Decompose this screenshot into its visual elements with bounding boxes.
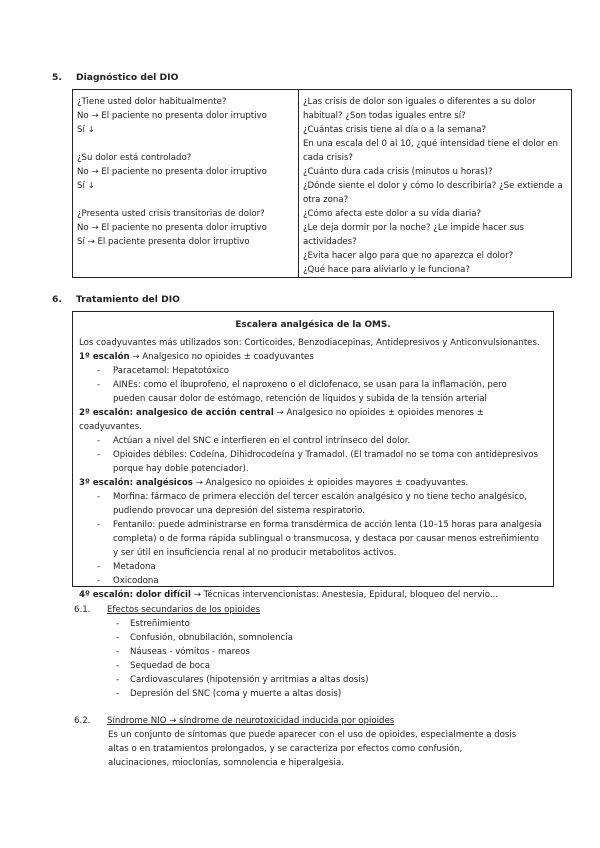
list-item-text: pueden causar dolor de estómago, retención de líquidos y subida de la tensión arterial	[113, 394, 487, 404]
step-3-list	[79, 490, 547, 588]
step-label: 2º escalón: analgesico de acción central	[79, 408, 274, 418]
list-item-text: completa) o de forma rápida sublingual o transmucosa, y destaca por causar menos estreñimiento	[113, 534, 539, 544]
list-item-text: Morfina: fármaco de primera elección del tercer escalón analgésico y no tiene techo analgésico,	[113, 492, 527, 502]
list-item: - Actúan a nivel del SNC e interfieren en el control intrínseco del dolor.	[97, 434, 547, 448]
list-item-text: pudiendo provocar una depresión del sistema respiratorio.	[113, 506, 365, 516]
list-item-text: y ser útil en insuficiencia renal al no producir metabolitos activos.	[113, 548, 397, 558]
paragraph-line: alucinaciones, mioclonías, somnolencia e hiperalgesia.	[108, 758, 344, 768]
step-2	[79, 406, 547, 434]
who-ladder-box	[72, 311, 554, 600]
step-2-list	[79, 434, 547, 476]
table-line: actividades?	[303, 237, 357, 247]
table-line: ¿Cómo afecta este dolor a su vida diaria?	[303, 209, 482, 219]
table-line: Sí ↓	[77, 125, 95, 135]
table-line	[77, 193, 294, 207]
step-text: → Analgesico no opioides ± coadyuvantes	[129, 352, 314, 362]
table-line: ¿Cuántas crisis tiene al día o a la semana?	[303, 125, 487, 135]
section-5-heading	[52, 72, 178, 83]
step-1	[79, 350, 547, 364]
table-line: ¿Evita hacer algo para que no aparezca el dolor?	[303, 251, 514, 261]
list-item: - Depresión del SNC (coma y muerte a altas dosis)	[116, 687, 368, 701]
list-item-text: porque hay doble potenciador).	[113, 464, 249, 474]
table-line: cada crisis?	[303, 153, 353, 163]
step-4	[79, 588, 547, 602]
subsection-number: 6.2.	[74, 716, 91, 726]
diagnosis-table	[72, 89, 572, 278]
subsection-title: Síndrome NIO → síndrome de neurotoxicidad inducida por opioides	[107, 716, 395, 726]
list-item: - Metadona	[97, 560, 547, 574]
table-line: ¿Cuánto dura cada crisis (minutos u horas)?	[303, 167, 493, 177]
paragraph-line: Es un conjunto de síntomas que puede aparecer con el uso de opioides, especialmente a dosis	[108, 730, 517, 740]
table-line: No → El paciente no presenta dolor irruptivo	[77, 111, 267, 121]
step-label: 4º escalón: dolor difícil	[79, 590, 191, 600]
diagnosis-questions-right	[299, 90, 571, 277]
side-effects-list	[74, 617, 368, 701]
list-item	[97, 448, 547, 476]
table-line: No → El paciente no presenta dolor irruptivo	[77, 223, 267, 233]
list-item	[97, 378, 547, 406]
list-item-text: Fentanilo: puede administrarse en forma transdérmica de acción lenta (10–15 horas para analgesia	[113, 520, 542, 530]
table-line: ¿Qué hace para aliviarlo y le funciona?	[303, 265, 470, 275]
list-item-text: AINEs: como el ibuprofeno, el naproxeno o el diclofenaco, se usan para la inflamación, pero	[113, 380, 507, 390]
step-label: 3º escalón: analgésicos	[79, 478, 193, 488]
section-6-heading	[52, 294, 180, 305]
table-line: Sí ↓	[77, 181, 95, 191]
list-item: - Oxicodona	[97, 574, 547, 588]
list-item: - Sequedad de boca	[116, 659, 368, 673]
table-line: habitual? ¿Son todas iguales entre sí?	[303, 111, 466, 121]
list-item: - Estreñimiento	[116, 617, 368, 631]
table-line: ¿Tiene usted dolor habitualmente?	[77, 97, 227, 107]
step-text: → Analgesico no opioides ± opioides mayores ± coadyuvantes.	[192, 478, 469, 488]
section-number: 6.	[52, 294, 62, 305]
table-line: ¿Su dolor está controlado?	[77, 153, 192, 163]
subsection-6-1	[74, 603, 368, 701]
box-intro: Los coadyuvantes más utilizados son: Corticoides, Benzodiacepinas, Antidepresivos y Anticonvulsionantes.	[79, 338, 540, 348]
list-item: - Náuseas - vómitos - mareos	[116, 645, 368, 659]
section-number: 5.	[52, 72, 62, 83]
diagnosis-questions-left	[73, 90, 299, 277]
table-line: Sí → El paciente presenta dolor irruptivo	[77, 237, 250, 247]
table-line: otra zona?	[303, 195, 349, 205]
list-item-text: Opioides débiles: Codeína, Dihidrocodeína y Tramadol. (El tramadol no se toma con antidepresivos	[113, 450, 539, 460]
step-3	[79, 476, 547, 490]
section-title: Diagnóstico del DIO	[76, 72, 179, 83]
subsection-number: 6.1.	[74, 605, 91, 615]
table-line: ¿Le deja dormir por la noche? ¿Le impide hacer sus	[303, 223, 524, 233]
table-line: ¿Dónde siente el dolor y cómo lo describiría? ¿Se extiende a	[303, 181, 563, 191]
list-item	[97, 518, 547, 560]
step-text: → Técnicas intervencionistas: Anestesia, Epidural, bloqueo del nervio...	[190, 590, 499, 600]
table-line: ¿Las crisis de dolor son iguales o diferentes a su dolor	[303, 97, 536, 107]
subsection-title: Efectos secundarios de los opioides	[107, 605, 261, 615]
table-line	[77, 137, 294, 151]
step-1-list	[79, 364, 547, 406]
list-item: - Confusión, obnubilación, somnolencia	[116, 631, 368, 645]
paragraph-line: altas o en tratamientos prolongados, y se caracteriza por efectos como confusión,	[108, 744, 463, 754]
list-item	[97, 490, 547, 518]
list-item: - Cardiovasculares (hipotensión y arritmias a altas dosis)	[116, 673, 368, 687]
subsection-6-2	[74, 714, 516, 770]
list-item: - Paracetamol: Hepatotóxico	[97, 364, 547, 378]
section-title: Tratamiento del DIO	[76, 294, 180, 305]
box-title: Escalera analgésica de la OMS.	[235, 320, 391, 330]
step-text: → Analgesico no opioides ± opioides menores ± coadyuvantes.	[79, 408, 484, 432]
table-line: En una escala del 0 al 10, ¿qué intensidad tiene el dolor en	[303, 139, 558, 149]
table-line: No → El paciente no presenta dolor irruptivo	[77, 167, 267, 177]
table-line: ¿Presenta usted crisis transitorias de dolor?	[77, 209, 265, 219]
step-label: 1º escalón	[79, 352, 130, 362]
